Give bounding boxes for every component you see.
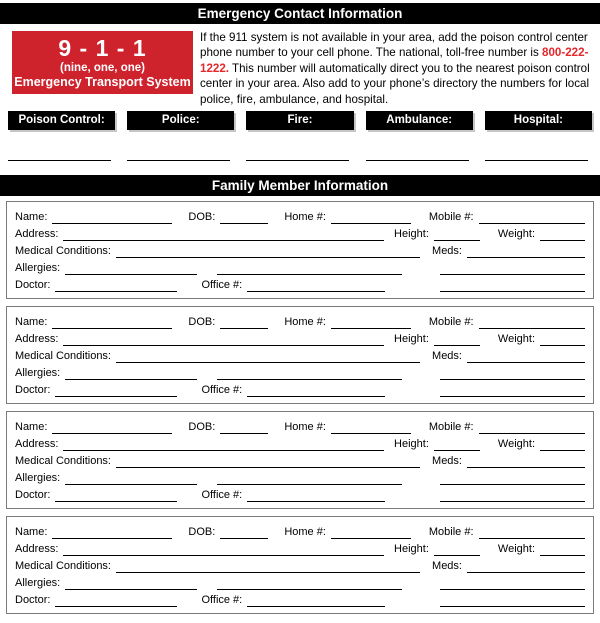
member-row-doctor (15, 590, 585, 607)
contact-label-fire: Fire: (246, 111, 353, 130)
doctor-label: Doctor: (15, 489, 51, 501)
name-line[interactable] (52, 326, 172, 329)
office-phone-line[interactable] (247, 604, 385, 607)
doctor-line[interactable] (55, 604, 177, 607)
allergies-label: Allergies: (15, 262, 61, 274)
mobile-phone-label: Mobile #: (428, 211, 474, 223)
contact-label-hospital: Hospital: (485, 111, 592, 130)
member-row-name (15, 312, 585, 329)
name-label: Name: (15, 211, 48, 223)
home-phone-label: Home #: (284, 421, 326, 433)
member-row-name (15, 522, 585, 539)
hospital-number-line[interactable] (485, 143, 588, 161)
member-row-allergies (15, 258, 585, 275)
allergies-label: Allergies: (15, 367, 61, 379)
office-phone-label: Office #: (201, 594, 243, 606)
meds-line[interactable] (467, 570, 585, 573)
mobile-phone-label: Mobile #: (428, 526, 474, 538)
name-line[interactable] (52, 536, 172, 539)
ambulance-number-line[interactable] (366, 143, 469, 161)
meds-continuation-line-2[interactable] (440, 289, 585, 292)
weight-label: Weight: (497, 228, 535, 240)
name-label: Name: (15, 421, 48, 433)
meds-label: Meds: (432, 455, 462, 467)
medical-conditions-line[interactable] (116, 255, 420, 258)
home-phone-line[interactable] (331, 536, 411, 539)
member-row-doctor (15, 485, 585, 502)
fire-number-line[interactable] (246, 143, 349, 161)
emergency-911-badge (12, 31, 193, 94)
member-row-address (15, 539, 585, 556)
medical-conditions-label: Medical Conditions: (15, 455, 111, 467)
member-row-medical (15, 451, 585, 468)
member-row-allergies (15, 363, 585, 380)
allergies-continuation-line[interactable] (217, 587, 402, 590)
address-line[interactable] (63, 448, 384, 451)
meds-continuation-line-1[interactable] (440, 482, 585, 485)
meds-continuation-line-2[interactable] (440, 499, 585, 502)
meds-line[interactable] (467, 465, 585, 468)
medical-conditions-label: Medical Conditions: (15, 245, 111, 257)
allergies-line[interactable] (65, 377, 197, 380)
weight-label: Weight: (497, 543, 535, 555)
family-member-block (6, 201, 594, 299)
height-label: Height: (394, 438, 429, 450)
meds-continuation-line-1[interactable] (440, 587, 585, 590)
allergies-line[interactable] (65, 272, 197, 275)
meds-continuation-line-1[interactable] (440, 377, 585, 380)
home-phone-label: Home #: (284, 526, 326, 538)
poison-phone-number: 800-222-1222. (200, 46, 589, 75)
emergency-contacts-blank-row (8, 143, 592, 161)
paragraph-text-before: If the 911 system is not available in your area, add the poison control center phone number to your cell phone. The national, toll-free number is (200, 31, 588, 60)
home-phone-line[interactable] (331, 326, 411, 329)
office-phone-label: Office #: (201, 279, 243, 291)
name-line[interactable] (52, 431, 172, 434)
meds-continuation-line-1[interactable] (440, 272, 585, 275)
office-phone-line[interactable] (247, 394, 385, 397)
member-row-doctor (15, 275, 585, 292)
weight-line[interactable] (540, 238, 585, 241)
weight-label: Weight: (497, 333, 535, 345)
home-phone-label: Home #: (284, 316, 326, 328)
office-phone-line[interactable] (247, 499, 385, 502)
member-row-allergies (15, 573, 585, 590)
badge-number: 9 - 1 - 1 (58, 35, 147, 61)
office-phone-label: Office #: (201, 384, 243, 396)
meds-continuation-line-2[interactable] (440, 394, 585, 397)
meds-label: Meds: (432, 350, 462, 362)
height-label: Height: (394, 333, 429, 345)
weight-line[interactable] (540, 448, 585, 451)
poison-control-paragraph (200, 30, 594, 107)
police-number-line[interactable] (127, 143, 230, 161)
home-phone-line[interactable] (331, 431, 411, 434)
page-title: Emergency Contact Information (0, 3, 600, 24)
family-member-block (6, 411, 594, 509)
dob-label: DOB: (188, 526, 216, 538)
meds-line[interactable] (467, 255, 585, 258)
height-line[interactable] (434, 448, 480, 451)
member-row-medical (15, 346, 585, 363)
paragraph-text-after: This number will automatically direct you to the nearest poison control center in your area. Also add to your phone’s directory the numbers for local police, fire, ambulance, and hospital. (200, 61, 590, 106)
weight-label: Weight: (497, 438, 535, 450)
badge-caption: Emergency Transport System (14, 75, 191, 89)
dob-line[interactable] (220, 431, 268, 434)
allergies-label: Allergies: (15, 472, 61, 484)
name-label: Name: (15, 316, 48, 328)
allergies-continuation-line[interactable] (217, 377, 402, 380)
member-row-name (15, 207, 585, 224)
doctor-line[interactable] (55, 289, 177, 292)
allergies-continuation-line[interactable] (217, 272, 402, 275)
height-line[interactable] (434, 553, 480, 556)
member-row-name (15, 417, 585, 434)
address-line[interactable] (63, 343, 384, 346)
member-row-allergies (15, 468, 585, 485)
name-line[interactable] (52, 221, 172, 224)
height-label: Height: (394, 228, 429, 240)
meds-line[interactable] (467, 360, 585, 363)
mobile-phone-label: Mobile #: (428, 316, 474, 328)
mobile-phone-line[interactable] (479, 221, 585, 224)
contact-label-police: Police: (127, 111, 234, 130)
address-label: Address: (15, 228, 59, 240)
doctor-label: Doctor: (15, 279, 51, 291)
allergies-label: Allergies: (15, 577, 61, 589)
address-label: Address: (15, 333, 59, 345)
member-row-address (15, 434, 585, 451)
member-row-address (15, 224, 585, 241)
medical-conditions-label: Medical Conditions: (15, 560, 111, 572)
member-row-medical (15, 241, 585, 258)
poison-control-number-line[interactable] (8, 143, 111, 161)
home-phone-line[interactable] (331, 221, 411, 224)
family-member-blocks (6, 201, 594, 621)
dob-label: DOB: (188, 211, 216, 223)
meds-label: Meds: (432, 245, 462, 257)
allergies-line[interactable] (65, 482, 197, 485)
member-row-medical (15, 556, 585, 573)
medical-conditions-line[interactable] (116, 360, 420, 363)
address-label: Address: (15, 543, 59, 555)
contact-label-ambulance: Ambulance: (366, 111, 473, 130)
dob-label: DOB: (188, 316, 216, 328)
address-line[interactable] (63, 553, 384, 556)
home-phone-label: Home #: (284, 211, 326, 223)
address-line[interactable] (63, 238, 384, 241)
address-label: Address: (15, 438, 59, 450)
member-row-address (15, 329, 585, 346)
doctor-label: Doctor: (15, 594, 51, 606)
member-row-doctor (15, 380, 585, 397)
badge-number-words: (nine, one, one) (60, 62, 145, 74)
weight-line[interactable] (540, 343, 585, 346)
mobile-phone-line[interactable] (479, 536, 585, 539)
medical-conditions-line[interactable] (116, 570, 420, 573)
meds-label: Meds: (432, 560, 462, 572)
medical-conditions-line[interactable] (116, 465, 420, 468)
dob-line[interactable] (220, 221, 268, 224)
height-line[interactable] (434, 238, 480, 241)
emergency-contacts-header-row (8, 111, 592, 130)
height-line[interactable] (434, 343, 480, 346)
weight-line[interactable] (540, 553, 585, 556)
allergies-continuation-line[interactable] (217, 482, 402, 485)
doctor-label: Doctor: (15, 384, 51, 396)
allergies-line[interactable] (65, 587, 197, 590)
height-label: Height: (394, 543, 429, 555)
office-phone-label: Office #: (201, 489, 243, 501)
doctor-line[interactable] (55, 394, 177, 397)
mobile-phone-line[interactable] (479, 326, 585, 329)
contact-label-poison-control: Poison Control: (8, 111, 115, 130)
mobile-phone-label: Mobile #: (428, 421, 474, 433)
meds-continuation-line-2[interactable] (440, 604, 585, 607)
dob-line[interactable] (220, 326, 268, 329)
name-label: Name: (15, 526, 48, 538)
mobile-phone-line[interactable] (479, 431, 585, 434)
dob-line[interactable] (220, 536, 268, 539)
office-phone-line[interactable] (247, 289, 385, 292)
family-member-block (6, 306, 594, 404)
medical-conditions-label: Medical Conditions: (15, 350, 111, 362)
family-member-block (6, 516, 594, 614)
doctor-line[interactable] (55, 499, 177, 502)
dob-label: DOB: (188, 421, 216, 433)
family-section-title: Family Member Information (0, 175, 600, 196)
